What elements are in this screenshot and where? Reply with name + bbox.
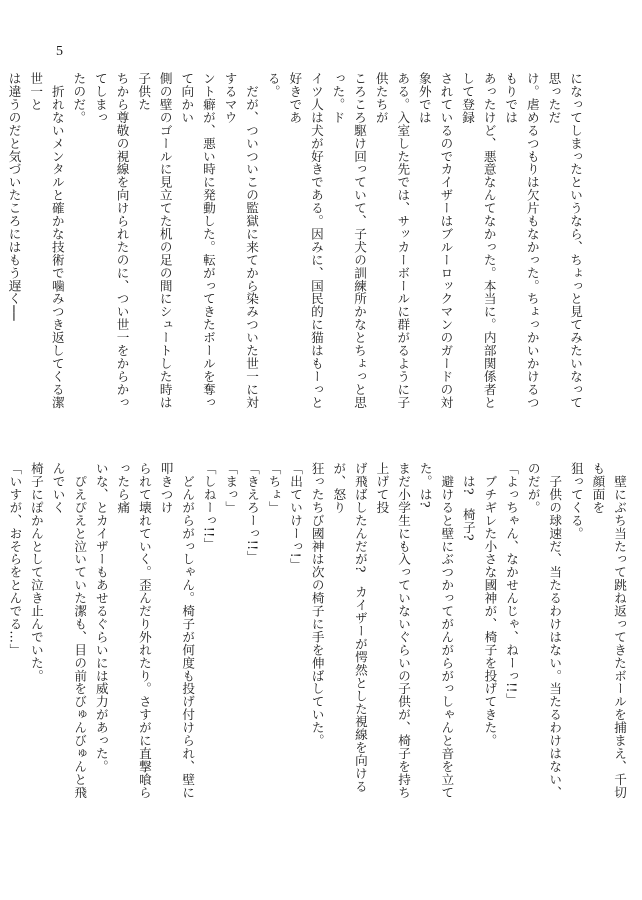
text-line: ある。入室した先では、サッカーボールに群がるように子供たちが — [373, 72, 411, 409]
text-line: 狂ったちび國神は次の椅子に手を伸ばしていた。 — [309, 462, 325, 747]
text-line: ぴえぴえと泣いていた潔も、目の前をびゅんびゅんと飛んでいく — [50, 462, 88, 799]
text-line: 椅子にぽかんとして泣き止んでいた。 — [28, 462, 44, 683]
text-line: 「いすが、おそらをとんでる…」 — [7, 462, 23, 657]
page-number: 5 — [56, 44, 63, 59]
text-line: 壁にぶち当たって跳ね返ってきたボールを捕まえ、千切も顔面を — [590, 462, 627, 799]
text-line: イツ人は犬が好きである。因みに、国民的に猫はもーっと好きであ — [287, 72, 324, 409]
text-line: け。虐めるつもりは欠片もなかった。ちょっかいかけるつもりでは — [503, 72, 540, 409]
text-line: 狙ってくる。 — [568, 462, 584, 540]
text-column-bottom — [7, 462, 630, 810]
text-line: ころころ駆け回っていて、子犬の訓練所かなとちょっと思った。ド — [330, 72, 368, 409]
text-line: されているのでカイザーはブルーロックマンのガードの対象外では — [416, 72, 454, 409]
text-line: げ飛ばしたんだが? カイザーが愕然とした視線を向けるが、怒り — [331, 462, 368, 793]
text-line: 「ちょ」 — [266, 462, 282, 514]
text-line: 「よっちゃん、なかせんじゃ、ねーっ!!」 — [504, 462, 520, 706]
text-column-top — [6, 72, 586, 417]
text-line: 子供の球速だ、当たるわけはない。当たるわけはない、のだが。 — [525, 462, 563, 799]
text-line: る。 — [265, 72, 281, 98]
text-line: になってしまったというなら、ちょっと見てみたいなって思っただ — [546, 72, 583, 409]
text-line: ちから尊敬の視線を向けられたのに、つい世一をからかってしまっ — [92, 72, 130, 409]
text-line: 「出ていけーっ!」 — [288, 462, 304, 572]
text-line: は? 椅子? — [460, 462, 476, 541]
text-line: られて壊れていく。歪んだり外れたり。さすがに直撃喰らったら痛 — [115, 462, 152, 799]
text-line: たのだ。 — [71, 72, 87, 124]
text-line: は違うのだと気づいたころにはもう遅く── — [6, 72, 22, 321]
text-line: 「まっ」 — [223, 462, 239, 514]
text-line: あったけど、悪意なんてなかった。本当に。内部関係者として登録 — [460, 72, 497, 409]
text-line: ント癖が、悪い時に発動した。転がってきたボールを奪って向かい — [179, 72, 216, 409]
text-line — [0, 72, 3, 417]
text-line: どんがらがっしゃん。椅子が何度も投げ付けられ、壁に叩きつけ — [158, 462, 196, 799]
text-line: いな、とカイザーもあせるぐらいには威力があった。 — [93, 462, 109, 773]
text-line: 「きえろーっ!!」 — [244, 462, 260, 564]
text-line: ブチギレた小さな國神が、椅子を投げてきた。 — [482, 462, 498, 747]
text-line: 「しねーっ!!」 — [201, 462, 217, 551]
text-line: 折れないメンタルと確かな技術で噛みつき返してくる潔世一と — [28, 72, 65, 409]
text-line: まだ小学生にも入っていないぐらいの子供が、椅子を持ち上げて投 — [374, 462, 412, 799]
text-line: 側の壁のゴールに見立てた机の足の間にシュートした時は子供た — [136, 72, 173, 409]
text-line: 避けると壁にぶつかってがんがらがっしゃんと音を立てた。は? — [417, 462, 455, 799]
text-line: だが、ついついこの監獄に来てから染みついた世一に対するマウ — [222, 72, 260, 409]
